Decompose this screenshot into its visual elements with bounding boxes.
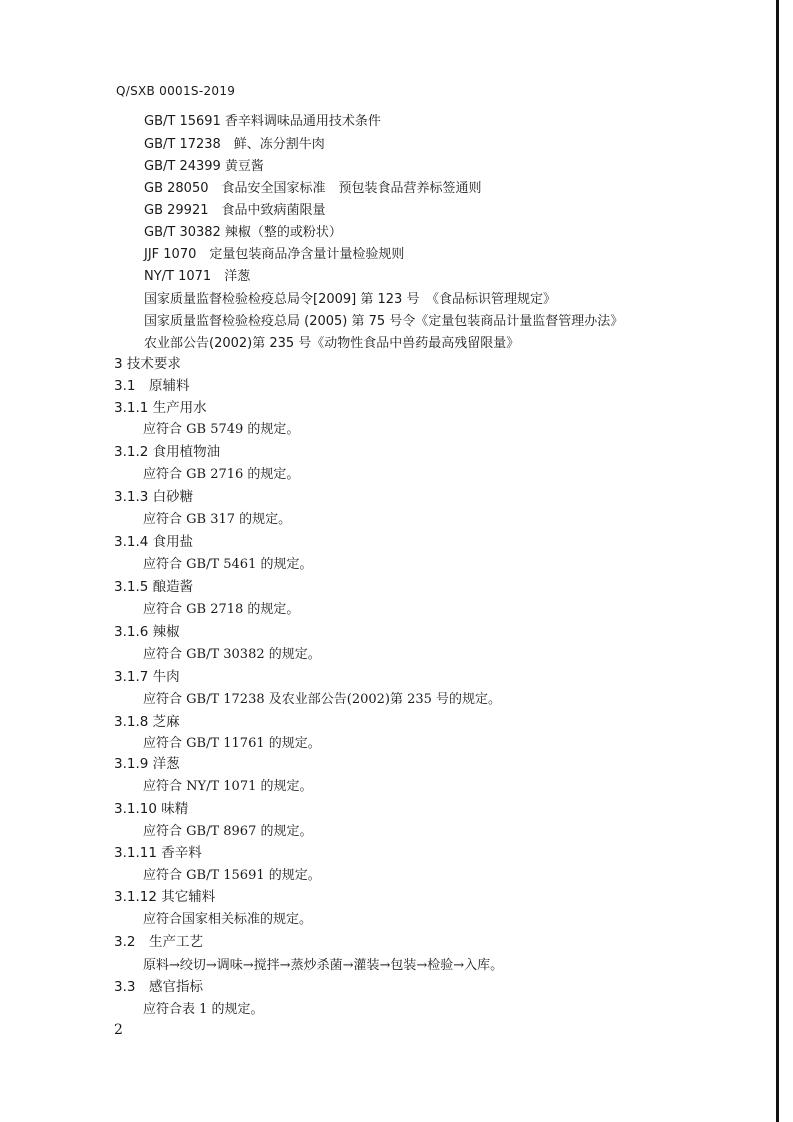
section-heading: 3.1.1 生产用水 <box>114 400 207 416</box>
section-text: 应符合国家相关标准的规定。 <box>143 912 313 927</box>
reference-item: GB 29921 食品中致病菌限量 <box>144 203 326 218</box>
section-heading: 3.1.8 芝麻 <box>114 714 180 730</box>
page-edge-line <box>776 0 779 1122</box>
reference-item: 农业部公告(2002)第 235 号《动物性食品中兽药最高残留限量》 <box>144 336 520 351</box>
section-heading: 3.1.3 白砂糖 <box>114 489 194 505</box>
section-text: 应符合 NY/T 1071 的规定。 <box>143 779 313 794</box>
section-heading: 3.1.6 辣椒 <box>114 624 180 640</box>
section-heading: 3.3 感官指标 <box>114 979 203 995</box>
section-heading: 3 技术要求 <box>114 356 181 372</box>
reference-item: GB/T 17238 鲜、冻分割牛肉 <box>144 137 325 152</box>
section-heading: 3.1 原辅料 <box>114 378 190 394</box>
section-heading: 3.1.5 酿造酱 <box>114 579 194 595</box>
section-heading: 3.1.11 香辛料 <box>114 845 202 861</box>
reference-item: 国家质量监督检验检疫总局 (2005) 第 75 号令《定量包装商品计量监督管理办法》 <box>144 314 624 329</box>
section-text: 应符合 GB/T 30382 的规定。 <box>143 647 321 662</box>
reference-item: GB/T 15691 香辛料调味品通用技术条件 <box>144 114 381 129</box>
section-text: 应符合 GB 2718 的规定。 <box>143 602 300 617</box>
reference-item: 国家质量监督检验检疫总局令[2009] 第 123 号 《食品标识管理规定》 <box>144 292 556 307</box>
section-heading: 3.1.7 牛肉 <box>114 669 180 685</box>
reference-item: NY/T 1071 洋葱 <box>144 269 251 284</box>
section-text: 应符合表 1 的规定。 <box>143 1002 264 1017</box>
section-heading: 3.1.12 其它辅料 <box>114 889 216 905</box>
page-number: 2 <box>114 1022 123 1038</box>
section-text: 应符合 GB/T 11761 的规定。 <box>143 736 321 751</box>
reference-item: GB 28050 食品安全国家标准 预包装食品营养标签通则 <box>144 181 482 196</box>
document-code-header: Q/SXB 0001S-2019 <box>116 84 236 98</box>
reference-item: JJF 1070 定量包装商品净含量计量检验规则 <box>144 247 405 262</box>
section-heading: 3.1.2 食用植物油 <box>114 444 221 460</box>
section-heading: 3.2 生产工艺 <box>114 934 203 950</box>
reference-item: GB/T 30382 辣椒（整的或粉状） <box>144 225 342 240</box>
section-text: 应符合 GB 317 的规定。 <box>143 512 292 527</box>
section-text: 应符合 GB 5749 的规定。 <box>143 422 300 437</box>
section-text: 应符合 GB/T 15691 的规定。 <box>143 868 321 883</box>
section-text: 应符合 GB/T 17238 及农业部公告(2002)第 235 号的规定。 <box>143 692 502 707</box>
section-heading: 3.1.4 食用盐 <box>114 534 194 550</box>
reference-item: GB/T 24399 黄豆酱 <box>144 159 264 174</box>
section-text: 原料→绞切→调味→搅拌→蒸炒杀菌→灌装→包装→检验→入库。 <box>143 958 504 973</box>
section-text: 应符合 GB 2716 的规定。 <box>143 467 300 482</box>
section-heading: 3.1.10 味精 <box>114 801 189 817</box>
section-heading: 3.1.9 洋葱 <box>114 756 180 772</box>
section-text: 应符合 GB/T 8967 的规定。 <box>143 824 313 839</box>
section-text: 应符合 GB/T 5461 的规定。 <box>143 557 313 572</box>
